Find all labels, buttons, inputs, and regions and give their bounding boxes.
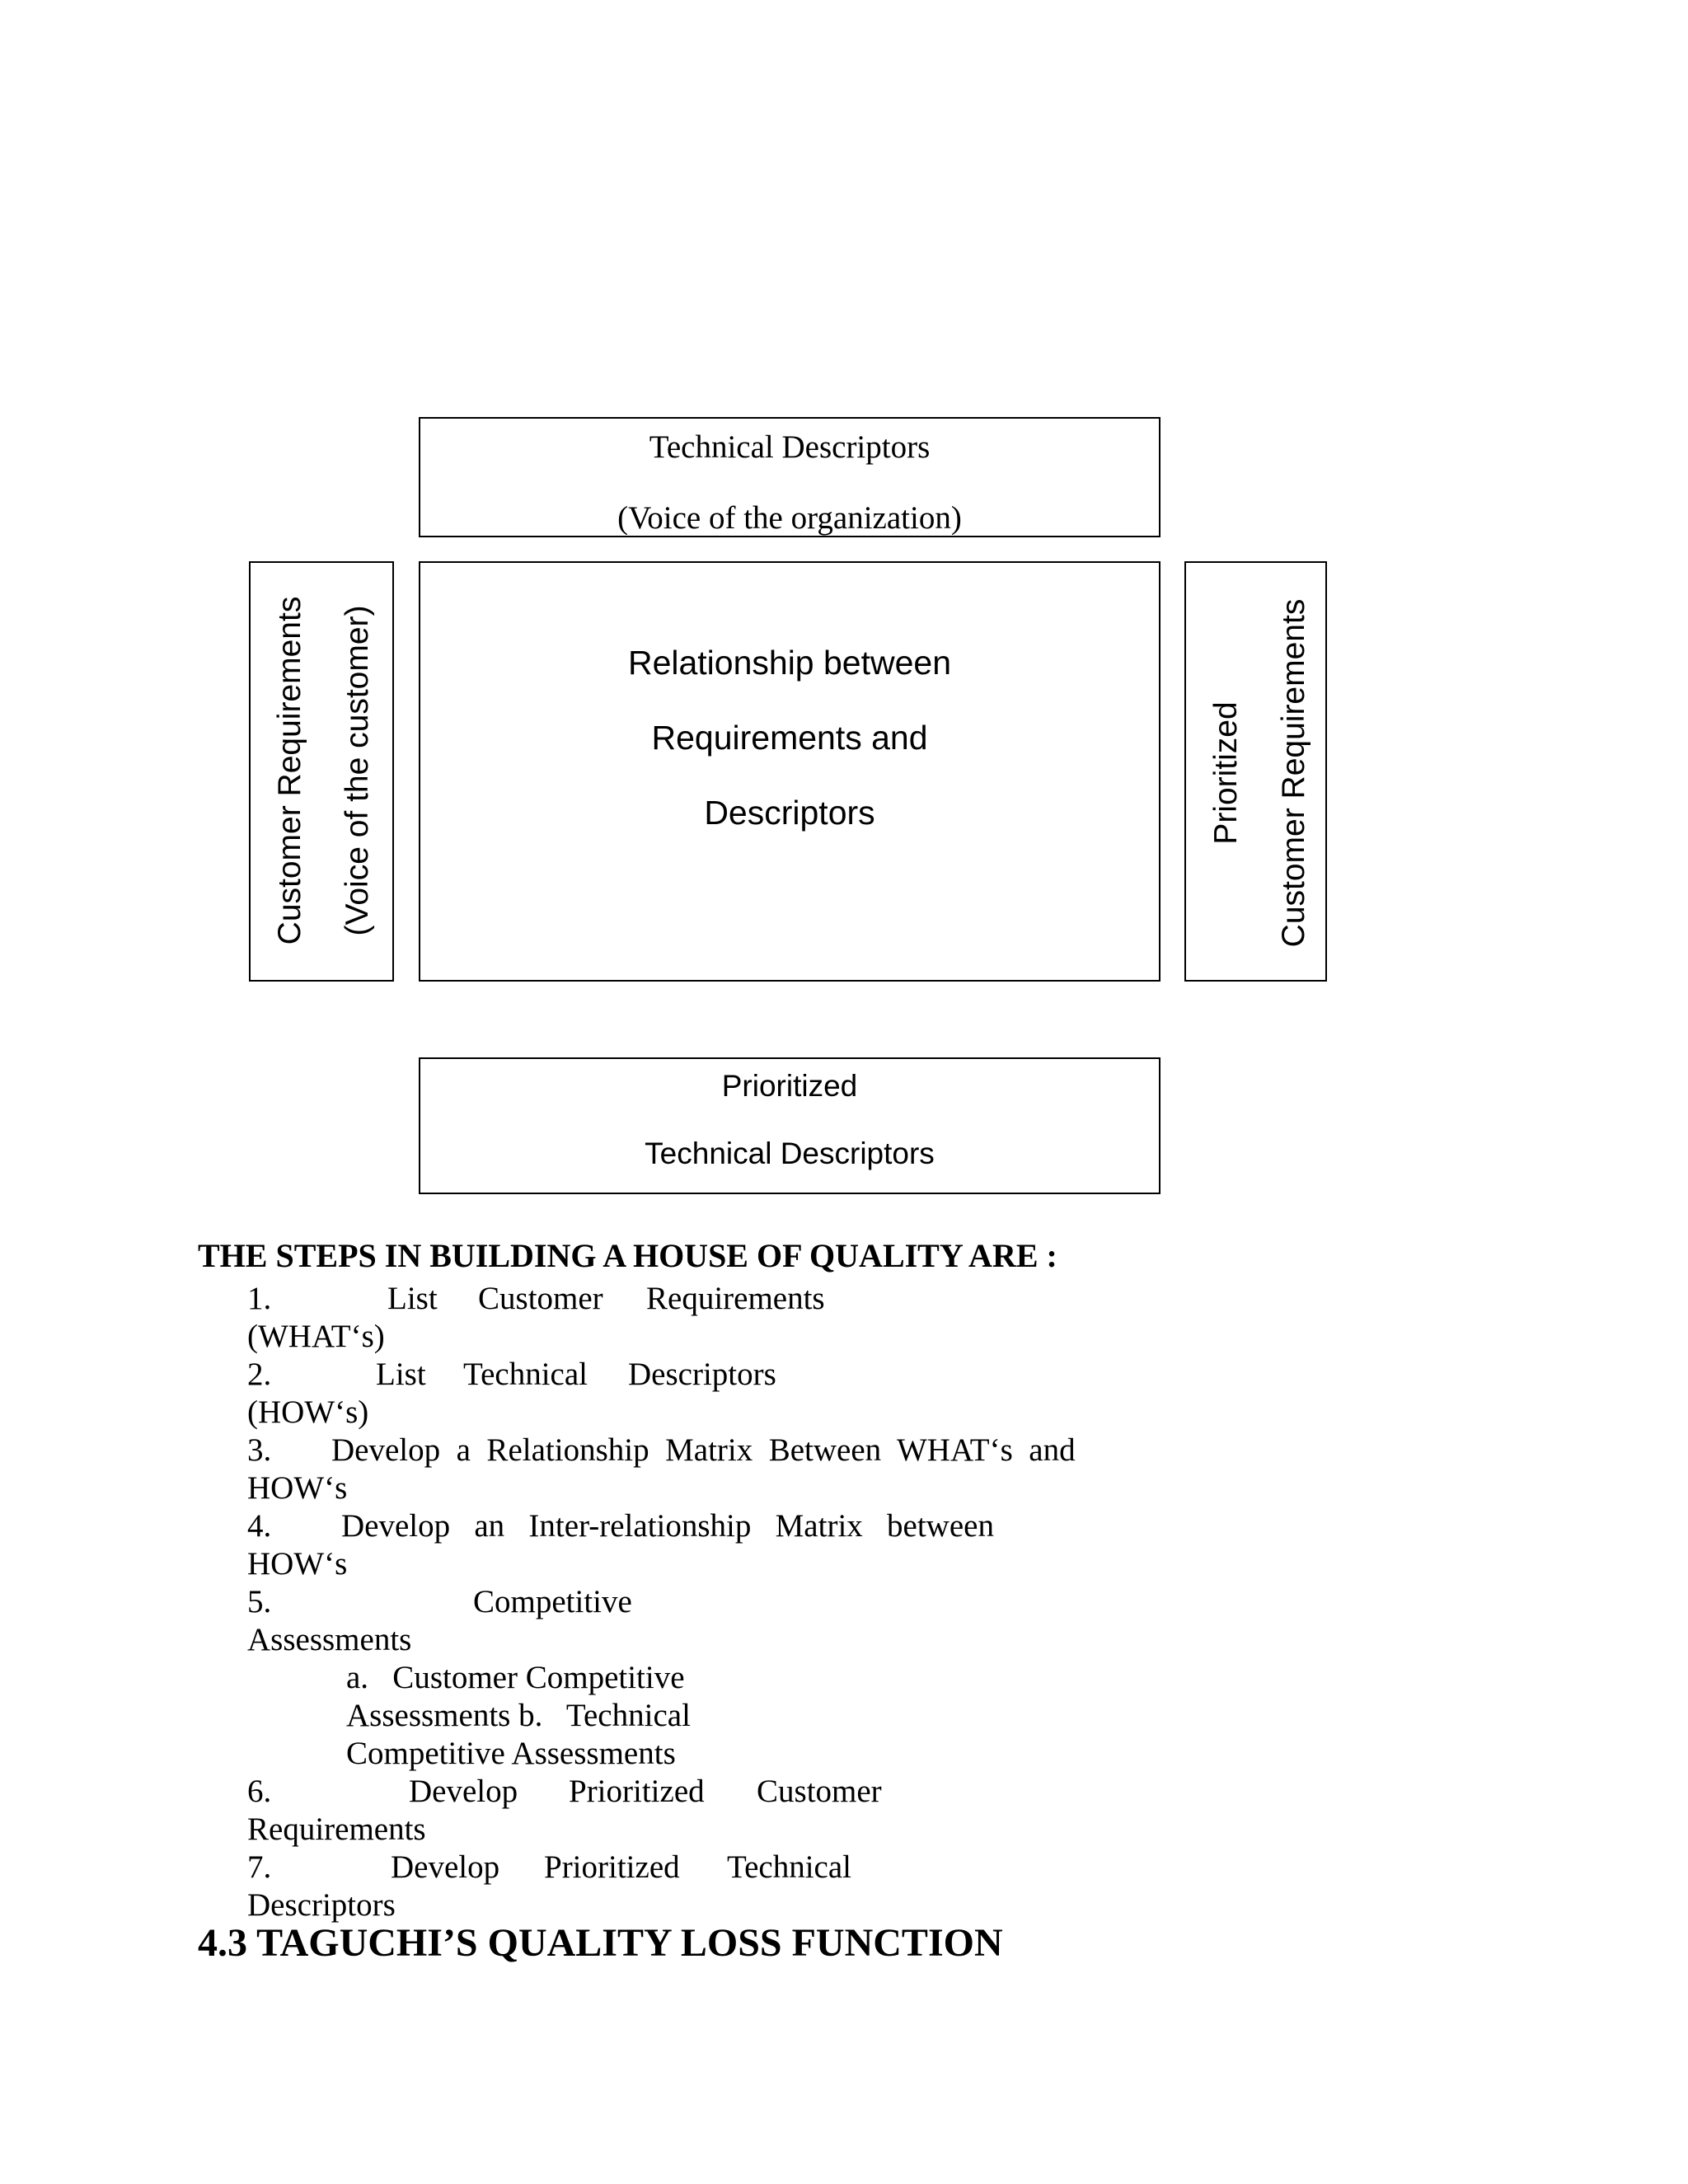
step-7-word3: Technical (727, 1849, 852, 1885)
section-heading: 4.3 TAGUCHI’S QUALITY LOSS FUNCTION (198, 1921, 1003, 1965)
step-4-number: 4. (247, 1508, 272, 1544)
right-box-line2: Customer Requirements (1276, 598, 1311, 948)
left-box-line2: (Voice of the customer) (340, 605, 375, 936)
technical-descriptors-box (419, 417, 1160, 537)
step-6-word1: Develop (409, 1774, 518, 1809)
left-box-line1: Customer Requirements (272, 596, 307, 945)
step-1-word1: List (387, 1281, 438, 1316)
right-box-line1: Prioritized (1208, 701, 1244, 845)
step-7-number: 7. (247, 1849, 272, 1885)
step-1-number: 1. (247, 1281, 272, 1316)
center-box-line2: Requirements and (651, 719, 928, 757)
prioritized-customer-requirements-box (1184, 561, 1327, 982)
step-5-sub-line3: Competitive Assessments (346, 1736, 676, 1771)
steps-heading: THE STEPS IN BUILDING A HOUSE OF QUALITY ARE : (198, 1237, 1057, 1274)
step-6-word2: Prioritized (569, 1774, 705, 1809)
prioritized-technical-descriptors-box (419, 1057, 1160, 1194)
relationship-matrix-box (419, 561, 1160, 982)
step-3-text: Develop a Relationship Matrix Between WHAT‘s and (331, 1432, 1076, 1468)
top-box-line2: (Voice of the organization) (617, 500, 962, 536)
step-6-number: 6. (247, 1774, 272, 1809)
center-box-line1: Relationship between (627, 644, 952, 682)
step-5-sub-line2: Assessments b. Technical (346, 1698, 691, 1733)
step-2-word1: List (376, 1357, 426, 1392)
step-7-continuation: Descriptors (247, 1887, 396, 1923)
step-2-word3: Descriptors (628, 1357, 776, 1392)
step-4-continuation: HOW‘s (247, 1546, 348, 1582)
step-7-word2: Prioritized (544, 1849, 680, 1885)
step-6-continuation: Requirements (247, 1811, 426, 1847)
customer-requirements-box (249, 561, 394, 982)
step-5-sub-line1: a. Customer Competitive (346, 1660, 685, 1695)
center-box-line3: Descriptors (704, 794, 875, 832)
top-box-line1: Technical Descriptors (649, 429, 931, 465)
step-5-number: 5. (247, 1584, 272, 1619)
step-2-word2: Technical (463, 1357, 588, 1392)
bottom-box-line1: Prioritized (721, 1069, 858, 1103)
step-2-number: 2. (247, 1357, 272, 1392)
step-5-word1: Competitive (473, 1584, 632, 1619)
bottom-box-line2: Technical Descriptors (645, 1137, 935, 1170)
step-2-continuation: (HOW‘s) (247, 1394, 369, 1430)
step-3-continuation: HOW‘s (247, 1470, 348, 1506)
step-1-word3: Requirements (646, 1281, 825, 1316)
step-1-continuation: (WHAT‘s) (247, 1319, 385, 1354)
step-3-number: 3. (247, 1432, 272, 1468)
step-5-continuation: Assessments (247, 1622, 412, 1657)
step-4-text: Develop an Inter-relationship Matrix between (341, 1508, 994, 1544)
step-7-word1: Develop (391, 1849, 500, 1885)
step-1-word2: Customer (478, 1281, 603, 1316)
step-6-word3: Customer (757, 1774, 882, 1809)
